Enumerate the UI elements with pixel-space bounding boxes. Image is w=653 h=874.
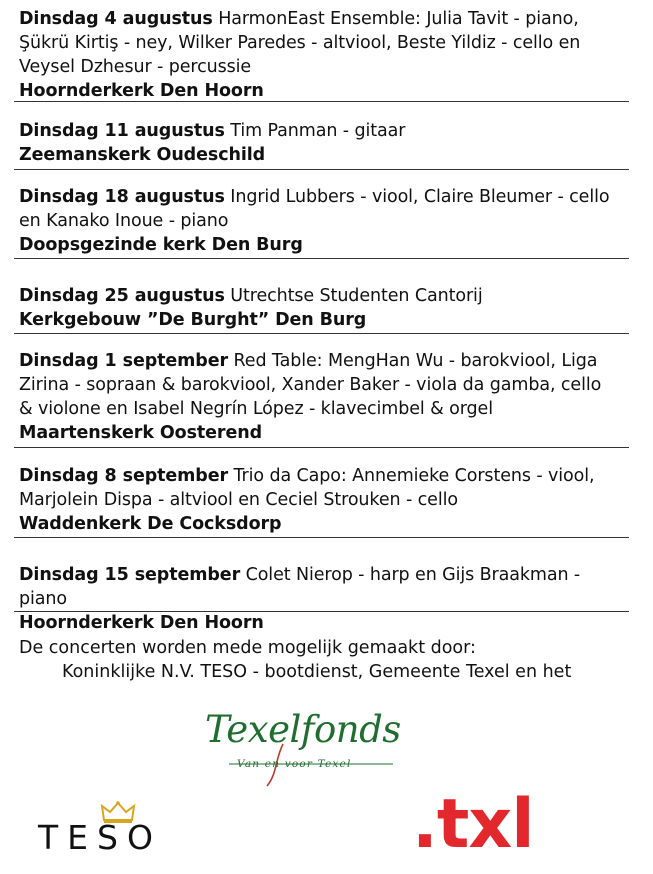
concert-venue: Kerkgebouw ”De Burght” Den Burg	[19, 310, 367, 330]
teso-wordmark: TESO	[38, 818, 162, 857]
concert-entry	[19, 119, 619, 167]
concert-date: Dinsdag 4 augustus	[19, 9, 213, 29]
teso-logo	[38, 800, 213, 860]
texelfonds-tagline: Van en voor Texel	[237, 758, 352, 770]
divider	[14, 101, 629, 102]
divider	[14, 258, 629, 259]
divider	[14, 611, 629, 612]
sponsor-intro: De concerten worden mede mogelijk gemaakt door:	[19, 638, 476, 658]
concert-venue: Zeemanskerk Oudeschild	[19, 145, 266, 165]
concert-performers: Utrechtse Studenten Cantorij	[230, 286, 483, 306]
concert-entry	[19, 563, 619, 635]
concert-date: Dinsdag 25 augustus	[19, 286, 225, 306]
concert-entry	[19, 464, 619, 536]
texelfonds-wordmark: Texelfonds	[205, 708, 401, 751]
concert-venue: Hoornderkerk Den Hoorn	[19, 613, 264, 633]
divider	[14, 537, 629, 538]
divider	[14, 169, 629, 170]
concert-performers: Tim Panman - gitaar	[230, 121, 406, 141]
concert-venue: Maartenskerk Oosterend	[19, 423, 263, 443]
concert-performers: HarmonEast Ensemble: Julia Tavit - piano, Şükrü Kirtiş - ney, Wilker Paredes - altviool, Beste Yildiz - cello en Veysel Dzhesur - percussie	[19, 9, 581, 77]
concert-performers: Red Table: MengHan Wu - barokviool, Liga Zirina - sopraan & barokviool, Xander Baker - viola da gamba, cello & violone en Isabel Negrín López - klavecimbel & orgel	[19, 351, 602, 419]
concert-performers: Trio da Capo: Annemieke Corstens - viool, Marjolein Dispa - altviool en Ceciel Strouken - cello	[19, 466, 595, 510]
sponsor-list: Koninklijke N.V. TESO - bootdienst, Gemeente Texel en het	[62, 662, 572, 682]
concert-venue: Waddenkerk De Cocksdorp	[19, 514, 282, 534]
divider	[14, 447, 629, 448]
concert-date: Dinsdag 18 augustus	[19, 187, 225, 207]
concert-performers: Colet Nierop - harp en Gijs Braakman - piano	[19, 565, 581, 609]
texelfonds-logo	[205, 708, 405, 790]
concert-date: Dinsdag 1 september	[19, 351, 229, 371]
concert-performers: Ingrid Lubbers - viool, Claire Bleumer - cello en Kanako Inoue - piano	[19, 187, 610, 231]
concert-date: Dinsdag 11 augustus	[19, 121, 225, 141]
concert-venue: Doopsgezinde kerk Den Burg	[19, 235, 303, 255]
txl-logo: .txl	[412, 785, 534, 864]
concert-date: Dinsdag 15 september	[19, 565, 241, 585]
concert-entry	[19, 349, 619, 445]
concert-entry	[19, 7, 619, 103]
concert-venue: Hoornderkerk Den Hoorn	[19, 81, 264, 101]
concert-entry	[19, 284, 619, 332]
concert-date: Dinsdag 8 september	[19, 466, 229, 486]
concert-entry	[19, 185, 619, 257]
divider	[14, 333, 629, 334]
